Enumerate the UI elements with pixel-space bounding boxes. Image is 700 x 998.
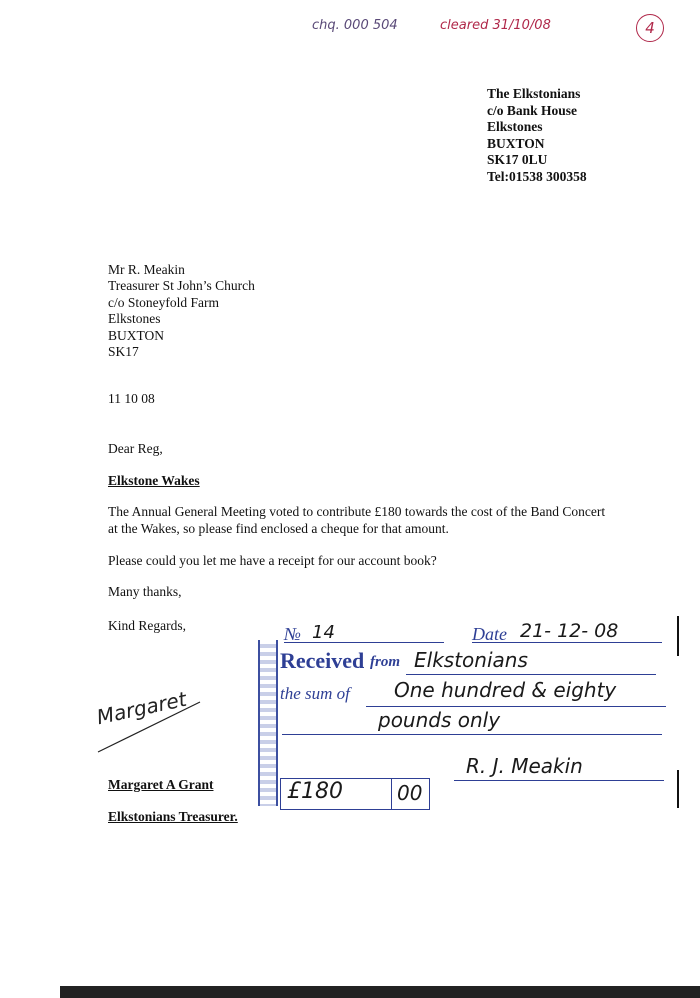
- recipient-line: BUXTON: [108, 327, 165, 343]
- letter-signature: Margaret: [94, 686, 189, 730]
- sum-value-line2: pounds only: [378, 708, 501, 732]
- receipt-signature: R. J. Meakin: [466, 754, 583, 778]
- page-number-circle: 4: [636, 14, 664, 42]
- thanks-text: Many thanks,: [108, 584, 182, 599]
- margin-mark: [677, 616, 679, 656]
- recipient-line: Mr R. Meakin: [108, 262, 185, 277]
- signer-title: Elkstonians Treasurer.: [108, 809, 238, 824]
- sender-line: BUXTON: [487, 135, 545, 151]
- receipt-number-label: №: [284, 624, 301, 644]
- from-label: from: [370, 654, 400, 670]
- receipt-ornamental-border: [258, 640, 278, 806]
- sender-line: The Elkstonians: [487, 86, 581, 101]
- sum-label: the sum of: [280, 684, 350, 703]
- letter-subject: Elkstone Wakes: [108, 473, 200, 488]
- receipt-slip: [246, 620, 686, 838]
- sender-line: SK17 0LU: [487, 152, 548, 167]
- amount-box: [280, 778, 430, 810]
- recipient-line: Treasurer St John’s Church: [108, 278, 255, 294]
- receipt-number-value: 14: [312, 622, 335, 643]
- recipient-line: c/o Stoneyfold Farm: [108, 294, 219, 310]
- cheque-annotation: chq. 000 504: [312, 18, 398, 33]
- recipient-line: Elkstones: [108, 311, 161, 327]
- sender-line: Elkstones: [487, 119, 543, 134]
- letter-date: 11 10 08: [108, 391, 155, 406]
- sender-line: c/o Bank House: [487, 102, 578, 118]
- date-value: 21- 12- 08: [520, 620, 619, 642]
- recipient-line: SK17: [108, 344, 139, 360]
- scan-edge-bar: [60, 986, 700, 998]
- sum-line-2: [282, 734, 662, 735]
- salutation: Dear Reg,: [108, 441, 163, 456]
- cleared-annotation: cleared 31/10/08: [440, 18, 551, 33]
- date-label: Date: [472, 624, 507, 644]
- signature-flourish: [96, 700, 206, 760]
- from-value: Elkstonians: [414, 648, 528, 672]
- date-line: [472, 642, 662, 643]
- body-paragraph-2: Please could you let me have a receipt for our account book?: [108, 553, 437, 568]
- sum-value-line1: One hundred & eighty: [394, 678, 617, 702]
- regards-text: Kind Regards,: [108, 618, 186, 633]
- amount-pence: 00: [397, 781, 423, 805]
- recipient-address: [108, 262, 255, 360]
- sum-line-1: [366, 706, 666, 707]
- sender-address: [487, 86, 587, 185]
- amount-pounds: £180: [287, 779, 343, 804]
- received-label: Received: [280, 648, 365, 673]
- margin-mark: [677, 770, 679, 808]
- body-paragraph-1: The Annual General Meeting voted to contribute £180 towards the cost of the Band Concert at the Wakes, so please find enclosed a cheque for that amount.: [108, 504, 606, 536]
- signature-line: [454, 780, 664, 781]
- sender-line: Tel:01538 300358: [487, 168, 587, 184]
- from-line: [406, 674, 656, 675]
- signer-name: Margaret A Grant: [108, 777, 214, 792]
- number-line: [284, 642, 444, 643]
